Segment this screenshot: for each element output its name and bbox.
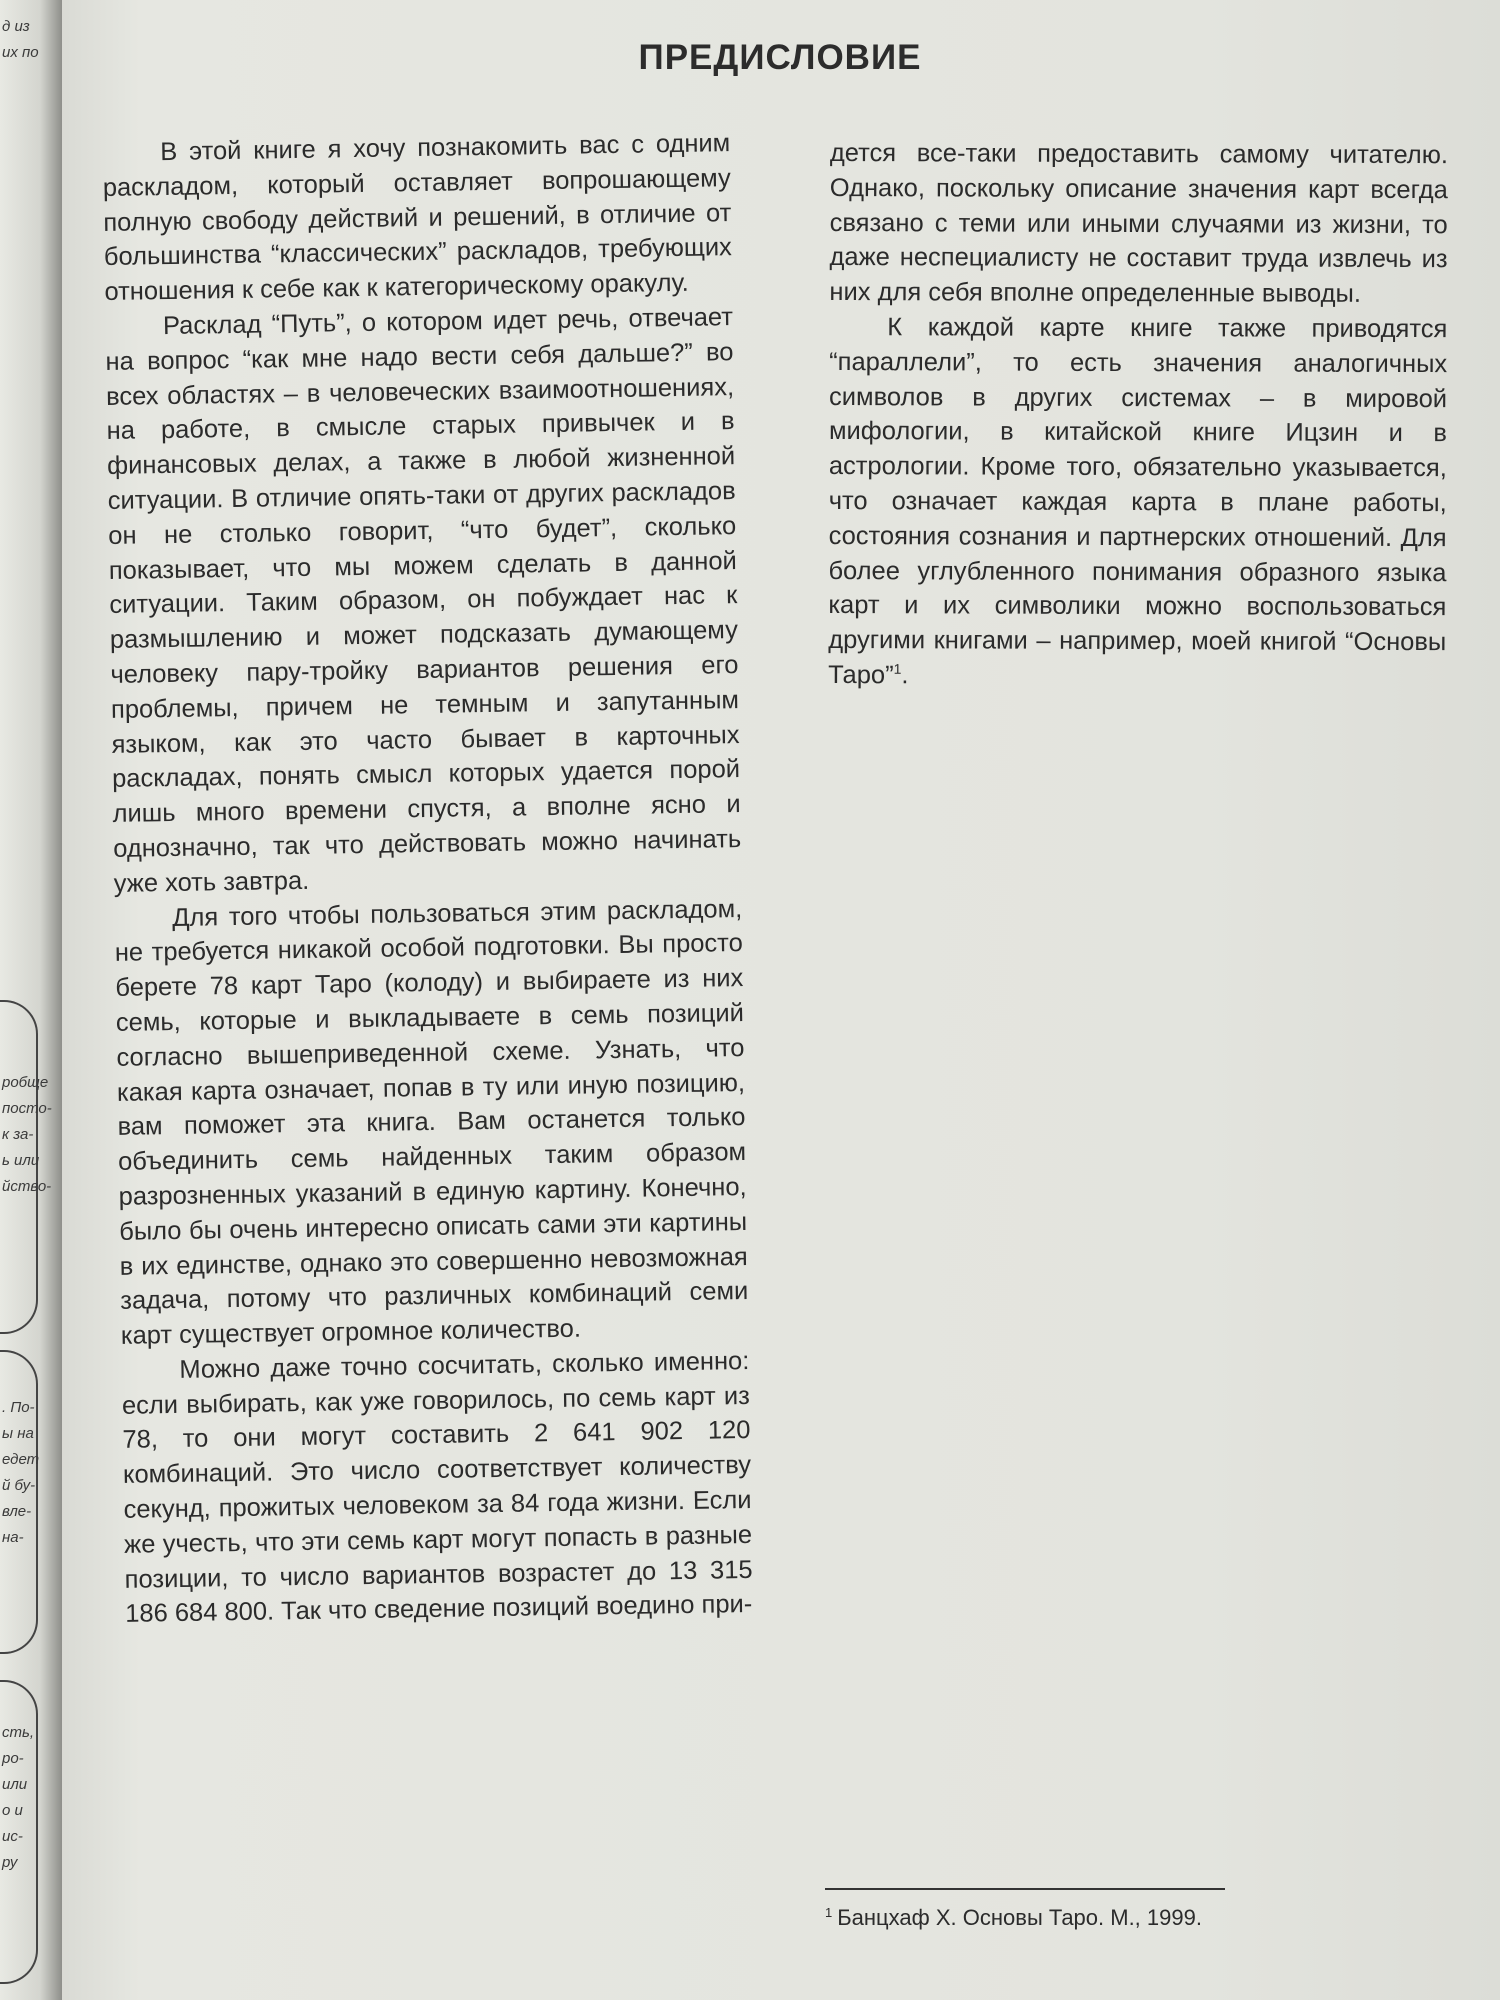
footnote: [825, 1905, 1202, 1931]
paragraph: Расклад “Путь”, о котором идет речь, отвечает на вопрос “как мне надо вести себя дальше?” во всех областях – в человеческих взаимоотношениях, на работе, в смысле старых привычек и в финансовых делах, а также в любой жизненной ситуации. В отличие опять-таки от других раскладов он не столько говорит, “что будет”, сколько показывает, что мы можем сделать в данной ситуации. Таким образом, он побуждает нас к размышлению и может подсказать думающему человеку пару-тройку вариантов решения его проблемы, причем не темным и запутанным языком, как это часто бывает в карточных раскладах, понять смысл которых удается порой лишь много времени спустя, а вполне ясно и однозначно, так что действовать можно начинать уже хоть завтра.: [105, 303, 742, 898]
right-column: [828, 136, 1448, 695]
footnote-divider: [825, 1888, 1225, 1890]
margin-fragment-bottom: сть, ро- или о и ис- ру: [2, 1724, 35, 1871]
footnote-text: Банцхаф Х. Основы Таро. М., 1999.: [837, 1905, 1202, 1930]
paragraph-text: К каждой карте книге также приводятся “параллели”, то есть значения аналогичных символов в других системах – в мировой мифологии, в китайской книге Ицзин и в астрологии. Кроме того, обязательно указывается, что означает каждая карта в плане работы, состояния сознания и партнерских отношений. Для более углубленного понимания образного языка карт и их символики можно воспользоваться другими книгами – например, моей книгой “Основы Таро”: [828, 313, 1448, 690]
page-title: ПРЕДИСЛОВИЕ: [638, 38, 922, 77]
footnote-reference: 1: [893, 660, 902, 677]
paragraph: В этой книге я хочу познакомить вас с одним раскладом, который оставляет вопрошающему полную свободу действий и решений, в отличие от большинства “классических” раскладов, требующих отношения к себе как к категорическому оракулу.: [102, 129, 733, 307]
paragraph-end: .: [901, 661, 909, 690]
left-column: [102, 126, 753, 1632]
margin-fragment-mid1: робще посто- к за- ь или йство-: [2, 1074, 52, 1195]
adjacent-page-edge: [0, 0, 62, 2000]
margin-fragment-top: д из их по: [2, 18, 39, 61]
paragraph: дется все-таки предоставить самому читателю. Однако, поскольку описание значения карт всегда связано с теми или иными случаями из жизни, то даже неспециалисту не составит труда извлечь из них для себя вполне определенные выводы.: [829, 138, 1448, 309]
paragraph: [828, 310, 1447, 695]
margin-fragment-mid2: . По- ы на едет й бу- вле- на-: [2, 1399, 40, 1546]
footnote-marker: 1: [825, 1904, 833, 1920]
paragraph: Можно даже точно сосчитать, сколько именно: если выбирать, как уже говорилось, по семь карт из 78, то они могут составить 2 641 902 120 комбинаций. Это число соответствует количеству секунд, прожитых человеком за 84 года жизни. Если же учесть, что эти семь карт могут попасть в разные позиции, то число вариантов возрастет до 13 315 186 684 800. Так что сведение позиций воедино при-: [121, 1346, 753, 1629]
paragraph: Для того чтобы пользоваться этим раскладом, не требуется никакой особой подготовки. Вы просто берете 78 карт Таро (колоду) и выбираете из них семь, которые и выкладываете в семь позиций согласно вышеприведенной схеме. Узнать, что какая карта означает, попав в ту или иную позицию, вам поможет эта книга. Вам останется только объединить семь найденных таким образом разрозненных указаний в единую картину. Конечно, было бы очень интересно описать сами эти картины в их единстве, однако это совершенно невозможная задача, потому что различных комбинаций семи карт существует огромное количество.: [114, 894, 749, 1350]
